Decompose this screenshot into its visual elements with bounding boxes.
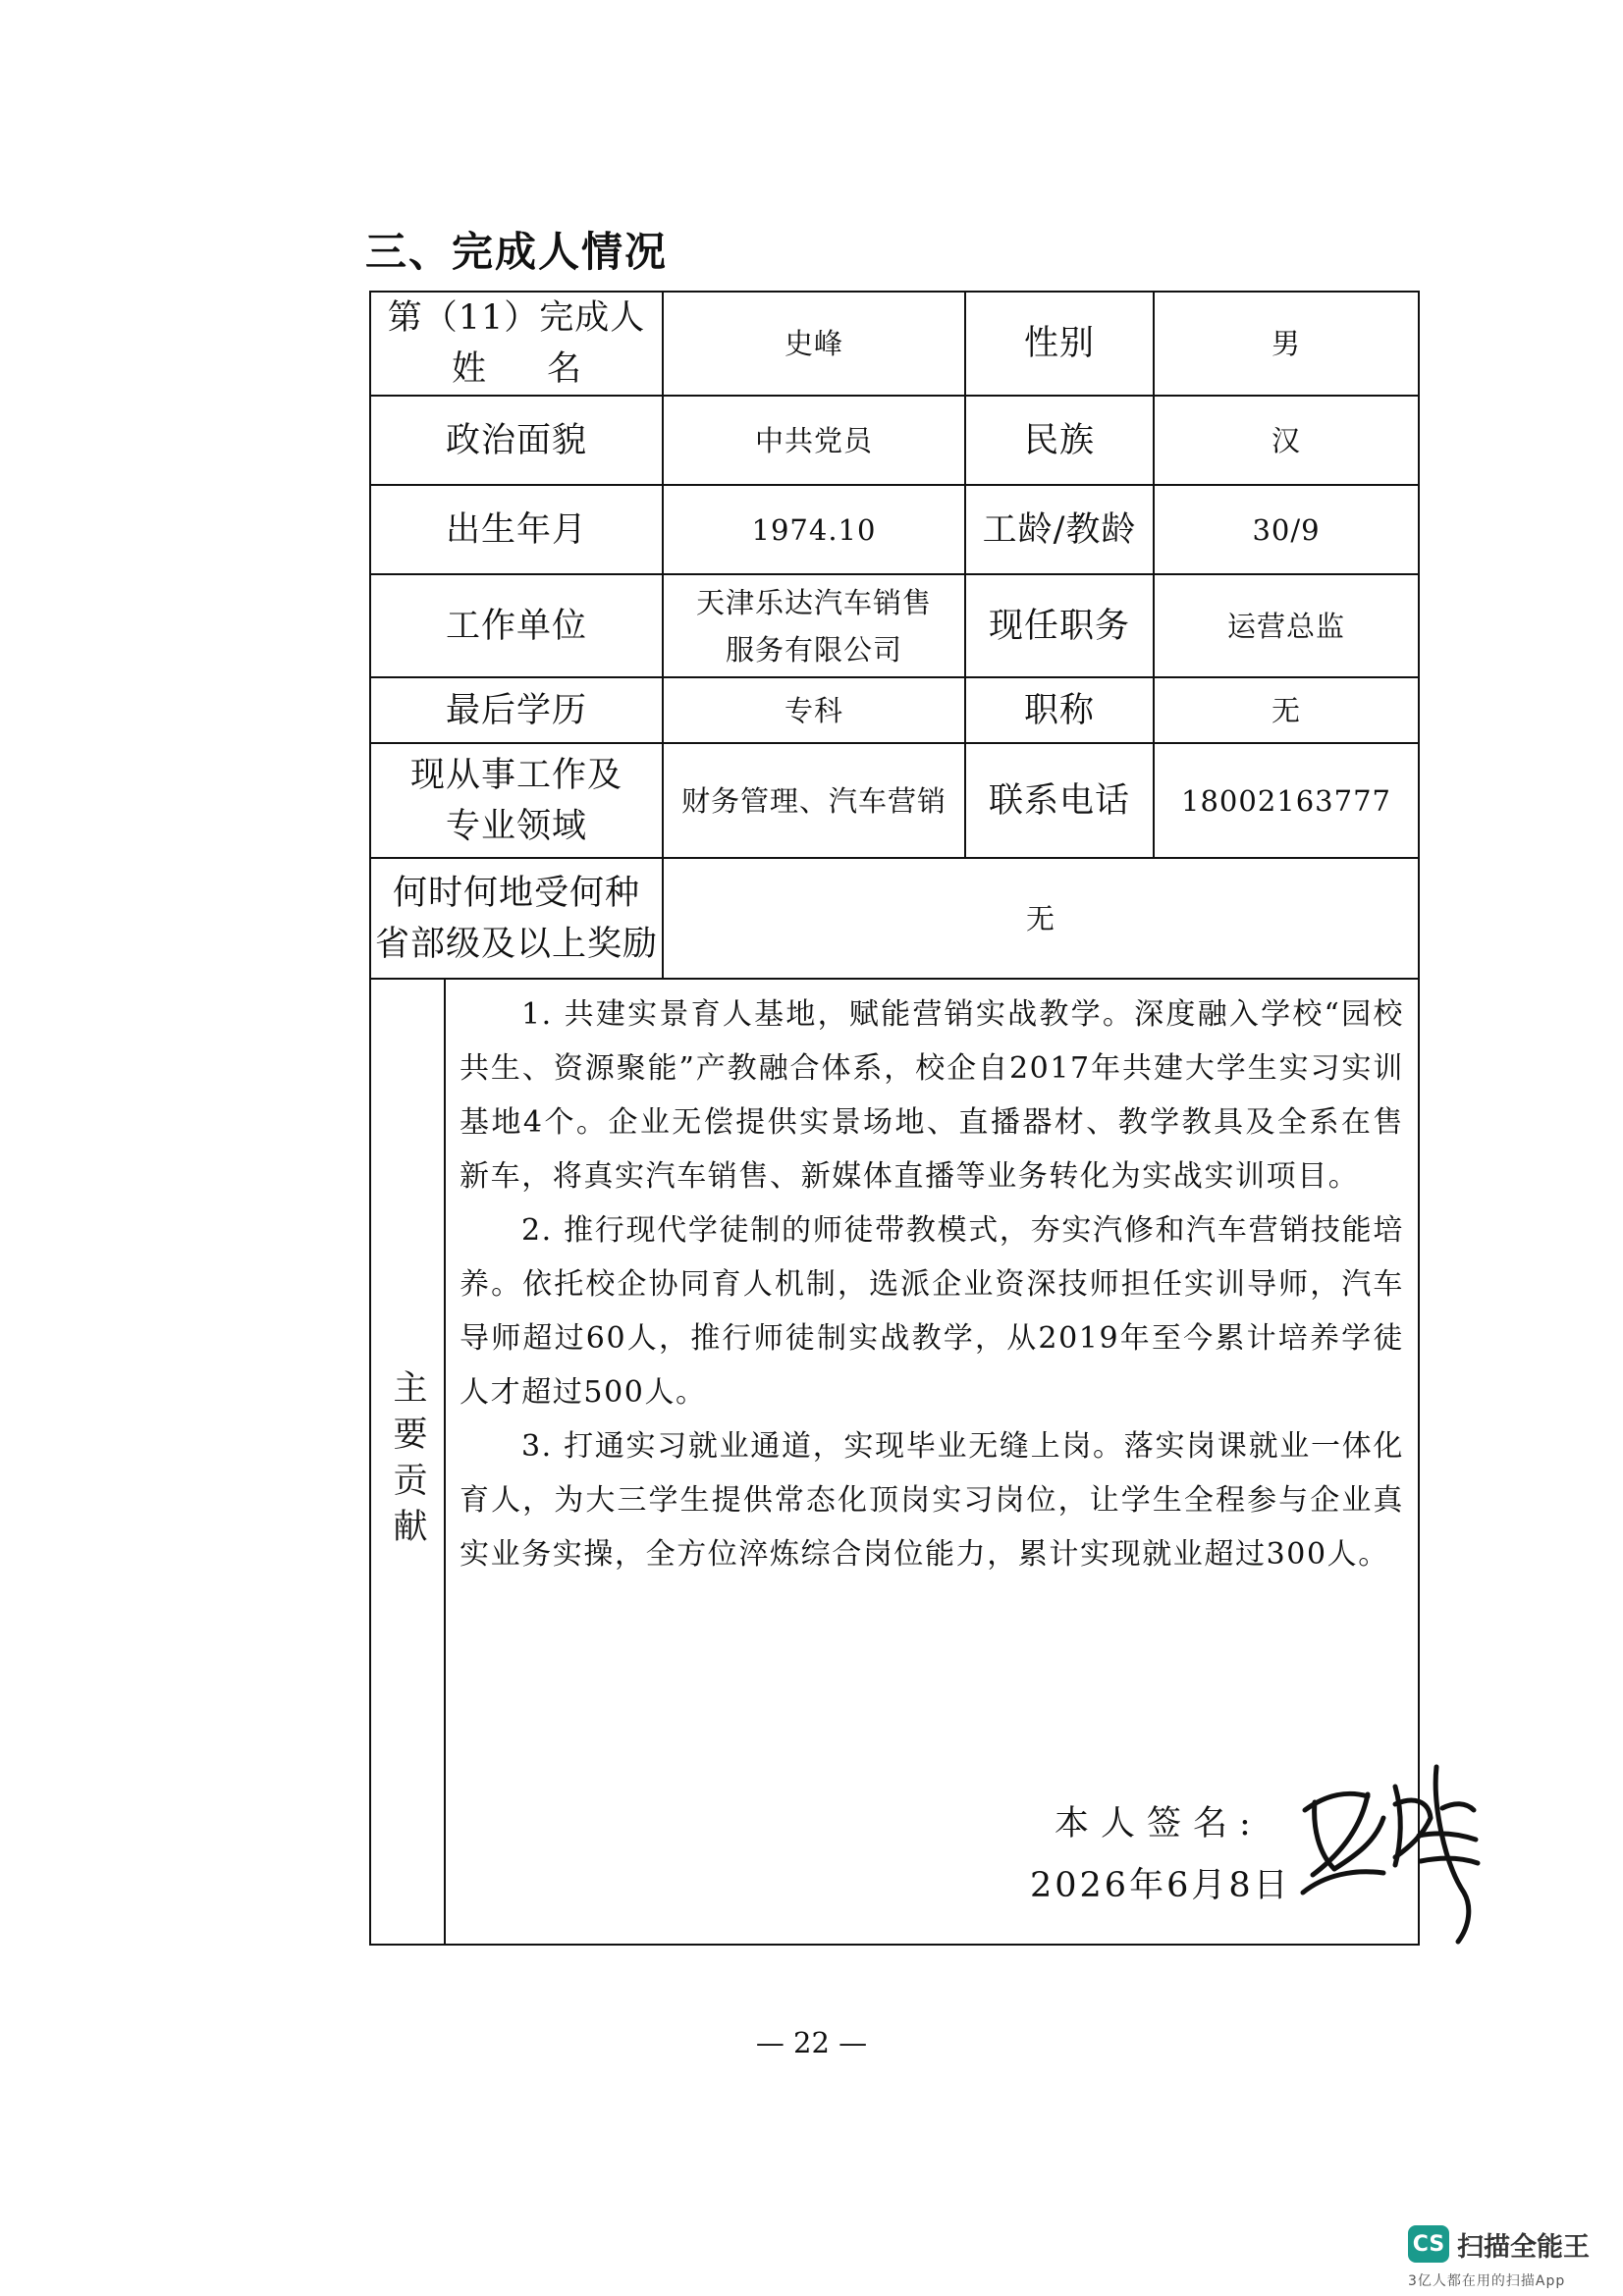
- birth-value: 1974.10: [664, 486, 966, 573]
- political-label: 政治面貌: [371, 397, 664, 484]
- field-label-line1: 现从事工作及: [409, 755, 622, 795]
- title-label: 职称: [966, 678, 1155, 742]
- row-name: [371, 293, 1418, 397]
- row-employer: [371, 575, 1418, 678]
- contribution-paragraph-2: 2. 推行现代学徒制的师徒带教模式，夯实汽修和汽车营销技能培养。依托校企协同育人机制，选派企业资深技师担任实训导师，汽车导师超过60人，推行师徒制实战教学，从2019年至今累计培养学徒人才超过500人。: [460, 1213, 1404, 1410]
- employer-line2: 服务有限公司: [725, 632, 902, 667]
- signature-date: 2026年6月8日: [1030, 1866, 1291, 1905]
- awards-label-cell: [371, 859, 664, 978]
- contribution-paragraph-1: 1. 共建实景育人基地，赋能营销实战教学。深度融入学校“园校共生、资源聚能”产教融合体系，校企自2017年共建大学生实习实训基地4个。企业无偿提供实景场地、直播器材、教学教具及全系在售新车，将真实汽车销售、新媒体直播等业务转化为实战实训项目。: [460, 997, 1404, 1194]
- birth-label: 出生年月: [371, 486, 664, 573]
- watermark-slogan: 3亿人都在用的扫描App: [1408, 2273, 1566, 2289]
- field-label-cell: [371, 744, 664, 857]
- phone-label: 联系电话: [966, 744, 1155, 857]
- handwritten-signature: [1285, 1745, 1491, 1951]
- education-value: 专科: [664, 678, 966, 742]
- title-value: 无: [1271, 693, 1301, 727]
- row-political: [371, 397, 1418, 486]
- political-value: 中共党员: [664, 397, 966, 484]
- row-birth: [371, 486, 1418, 575]
- row-awards: [371, 859, 1418, 980]
- ethnicity-value: 汉: [1271, 423, 1301, 457]
- contributions-body: [446, 980, 1418, 1944]
- signature-label: 本人签名:: [1055, 1804, 1263, 1843]
- section-title: 三、完成人情况: [365, 228, 669, 276]
- contribution-paragraph-3: 3. 打通实习就业通道，实现毕业无缝上岗。落实岗课就业一体化育人，为大三学生提供常态化顶岗实习岗位，让学生全程参与企业真实业务实操，全方位淬炼综合岗位能力，累计实现就业超过300人。: [460, 1429, 1404, 1572]
- gender-label: 性别: [966, 293, 1155, 395]
- field-label-line2: 专业领域: [445, 806, 587, 846]
- gender-value: 男: [1271, 327, 1301, 360]
- ethnicity-label: 民族: [966, 397, 1155, 484]
- watermark-name: 扫描全能王: [1457, 2232, 1590, 2263]
- position-label: 现任职务: [966, 575, 1155, 676]
- name-value: 史峰: [664, 293, 966, 395]
- phone-value: 18002163777: [1181, 783, 1391, 818]
- employer-value-cell: [664, 575, 966, 676]
- position-value: 运营总监: [1226, 609, 1345, 643]
- completer-info-form: [369, 291, 1420, 1946]
- contributions-label: 主要贡献: [388, 1369, 427, 1554]
- scanner-logo-icon: CS: [1408, 2225, 1449, 2263]
- page-number: — 22 —: [755, 2026, 868, 2059]
- name-label-line2: 姓名: [451, 349, 642, 389]
- row-field: [371, 744, 1418, 859]
- employer-label: 工作单位: [371, 575, 664, 676]
- scanner-watermark: [1408, 2221, 1604, 2290]
- contributions-label-cell: [371, 980, 446, 1944]
- name-label-cell: [371, 293, 664, 395]
- name-label-line1: 第（11）完成人: [387, 298, 646, 338]
- awards-label-line1: 何时何地受何种: [392, 873, 640, 913]
- employer-line1: 天津乐达汽车销售: [695, 585, 932, 619]
- education-label: 最后学历: [371, 678, 664, 742]
- row-education: [371, 678, 1418, 744]
- field-value: 财务管理、汽车营销: [664, 744, 966, 857]
- awards-label-line2: 省部级及以上奖励: [374, 924, 658, 964]
- service-years-value: 30/9: [1252, 512, 1321, 547]
- service-years-label: 工龄/教龄: [966, 486, 1155, 573]
- awards-value: 无: [1025, 901, 1055, 935]
